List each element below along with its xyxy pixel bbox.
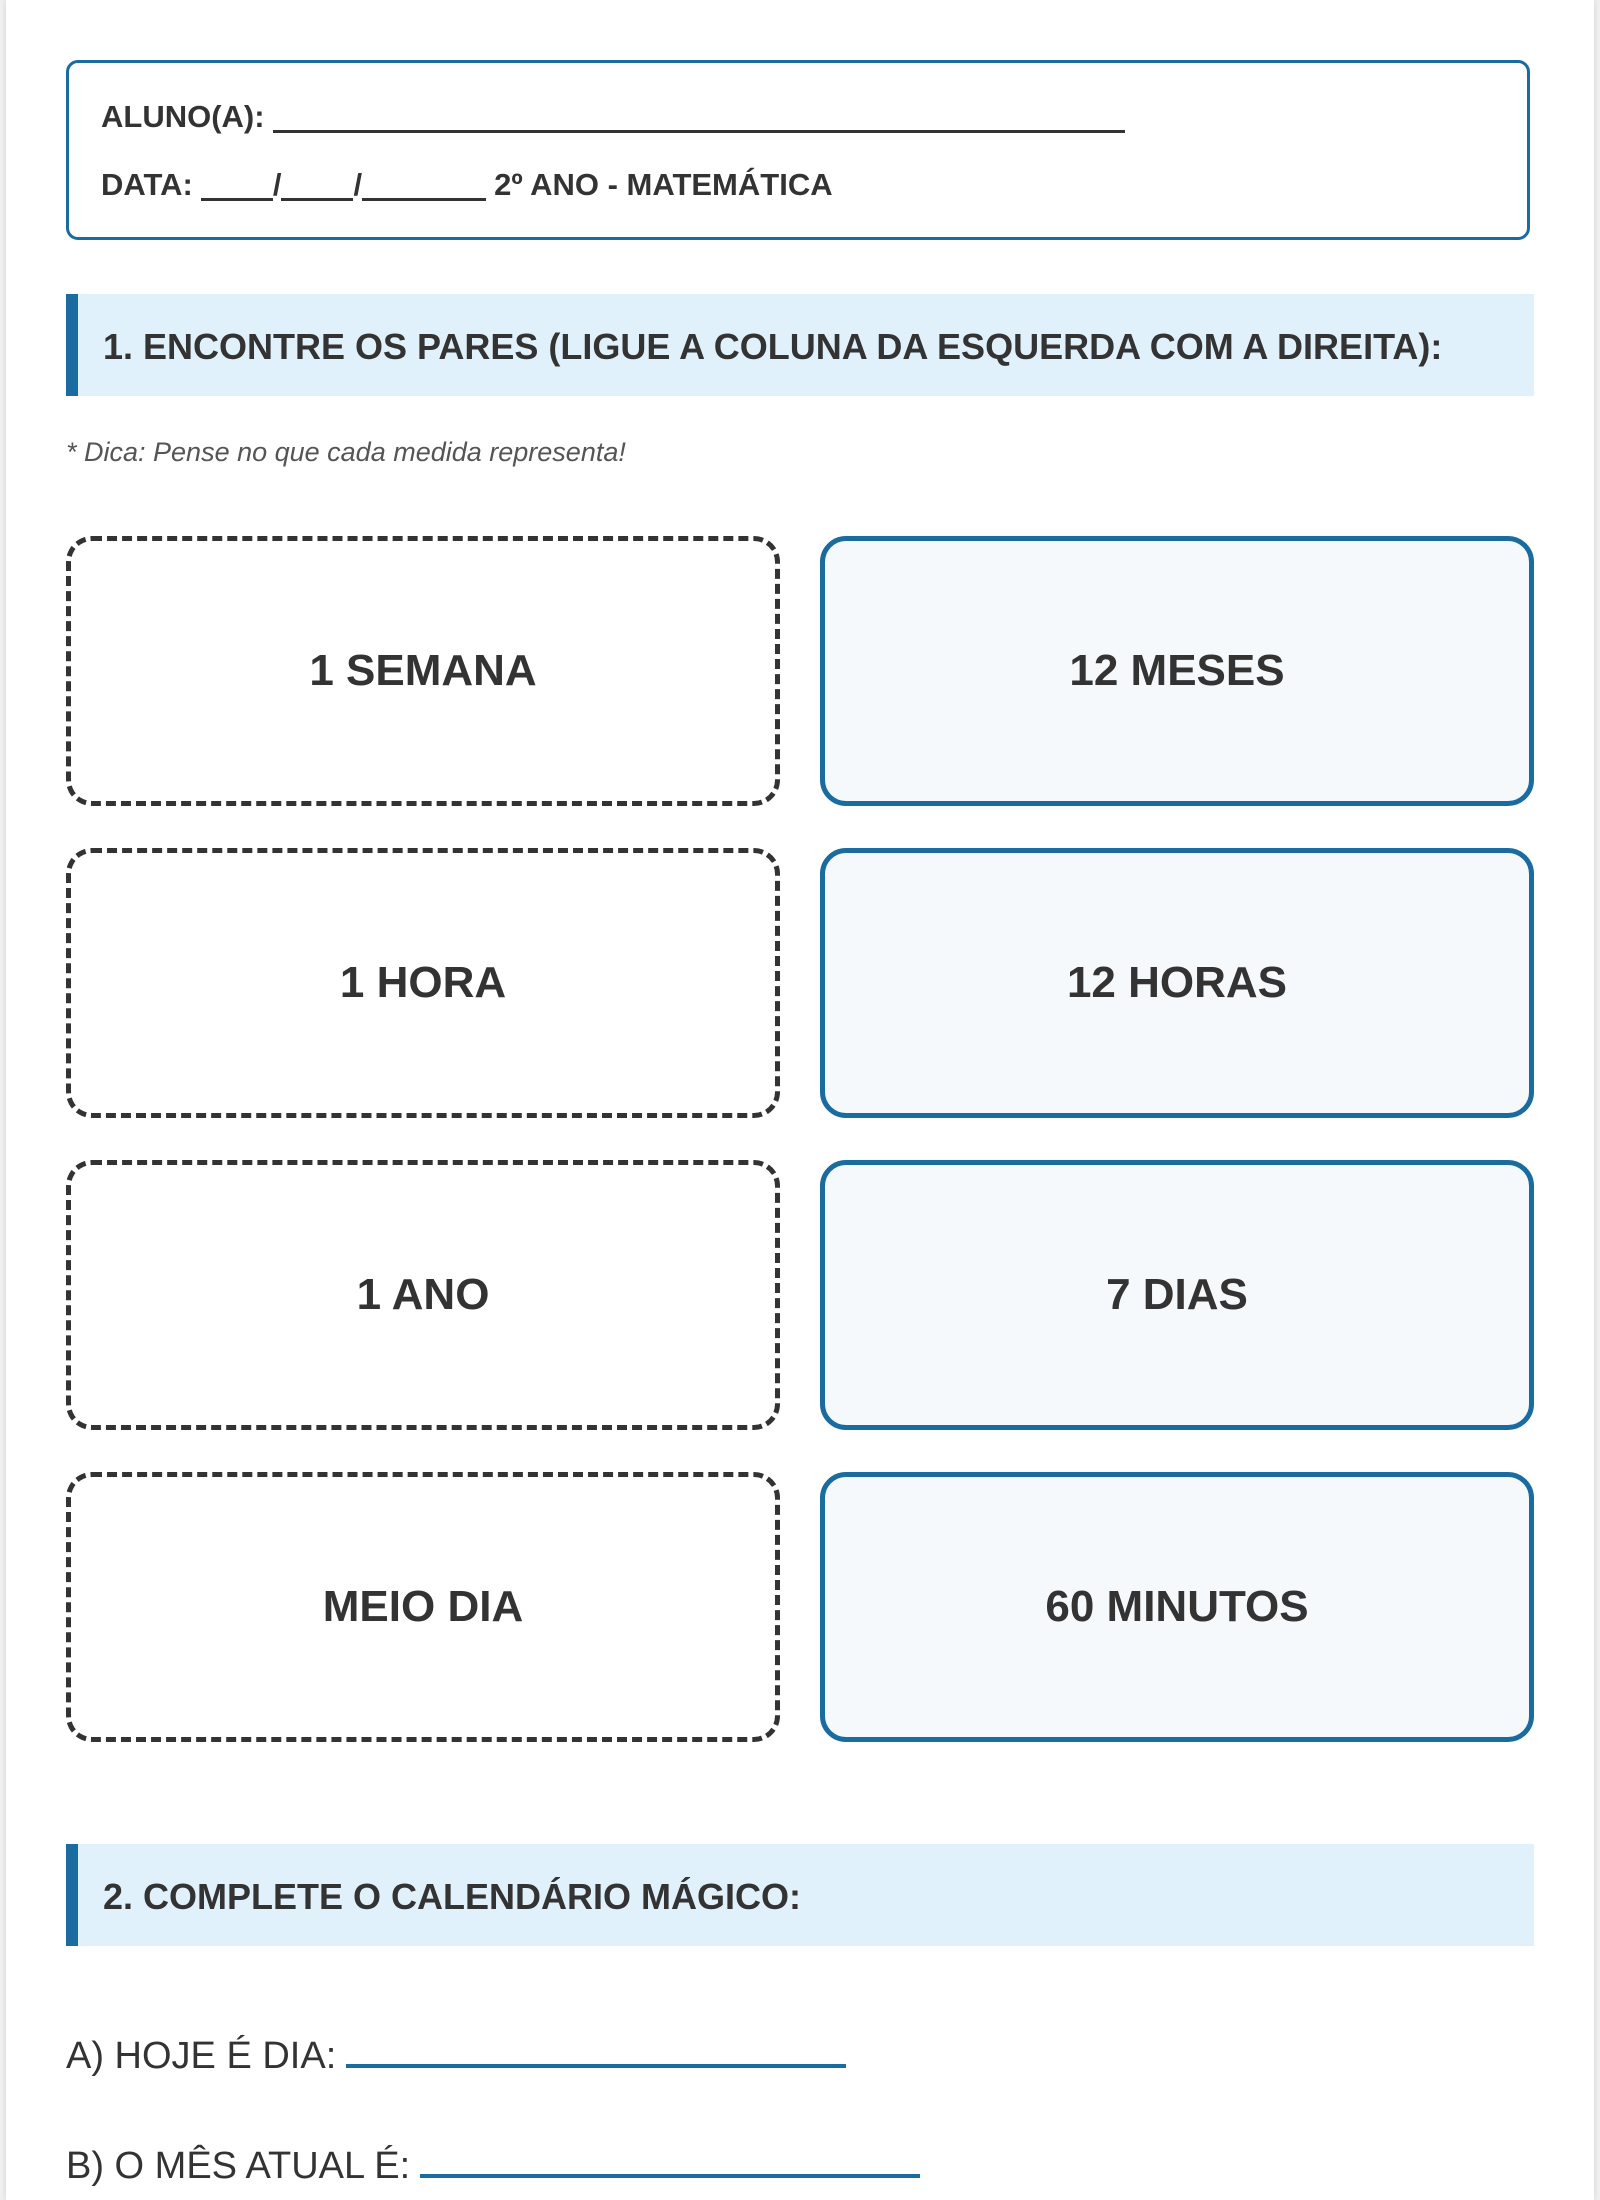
left-card-1[interactable]: 1 SEMANA [66, 536, 780, 806]
section-1-title: 1. ENCONTRE OS PARES (LIGUE A COLUNA DA ESQUERDA COM A DIREITA): [103, 326, 1443, 367]
date-month-blank[interactable] [281, 168, 353, 201]
left-card-2[interactable]: 1 HORA [66, 848, 780, 1118]
section-2-title: 2. COMPLETE O CALENDÁRIO MÁGICO: [103, 1876, 802, 1917]
section-1-header [66, 294, 1534, 396]
question-a [66, 2034, 846, 2078]
left-card-3[interactable]: 1 ANO [66, 1160, 780, 1430]
right-card-3[interactable]: 7 DIAS [820, 1160, 1534, 1430]
question-a-answer-blank[interactable] [346, 2034, 846, 2068]
worksheet-page [6, 0, 1594, 2200]
student-info-box [66, 60, 1530, 240]
question-b [66, 2144, 920, 2188]
left-card-4[interactable]: MEIO DIA [66, 1472, 780, 1742]
right-card-1[interactable]: 12 MESES [820, 536, 1534, 806]
date-label: DATA: [101, 167, 193, 202]
date-separator-2: / [353, 167, 363, 202]
date-day-blank[interactable] [201, 168, 273, 201]
date-separator-1: / [272, 167, 282, 202]
right-card-2[interactable]: 12 HORAS [820, 848, 1534, 1118]
subject-label: 2º ANO - MATEMÁTICA [494, 167, 833, 202]
student-name-label: ALUNO(A): [101, 99, 265, 134]
date-year-blank[interactable] [362, 168, 486, 201]
question-b-answer-blank[interactable] [420, 2144, 920, 2178]
question-a-label: A) HOJE É DIA: [66, 2035, 337, 2077]
student-name-row [101, 99, 1125, 135]
student-name-blank[interactable] [273, 99, 1125, 133]
question-b-label: B) O MÊS ATUAL É: [66, 2145, 411, 2187]
section-2-header [66, 1844, 1534, 1946]
section-1-tip: * Dica: Pense no que cada medida representa! [66, 437, 626, 467]
right-card-4[interactable]: 60 MINUTOS [820, 1472, 1534, 1742]
date-row [101, 167, 833, 203]
